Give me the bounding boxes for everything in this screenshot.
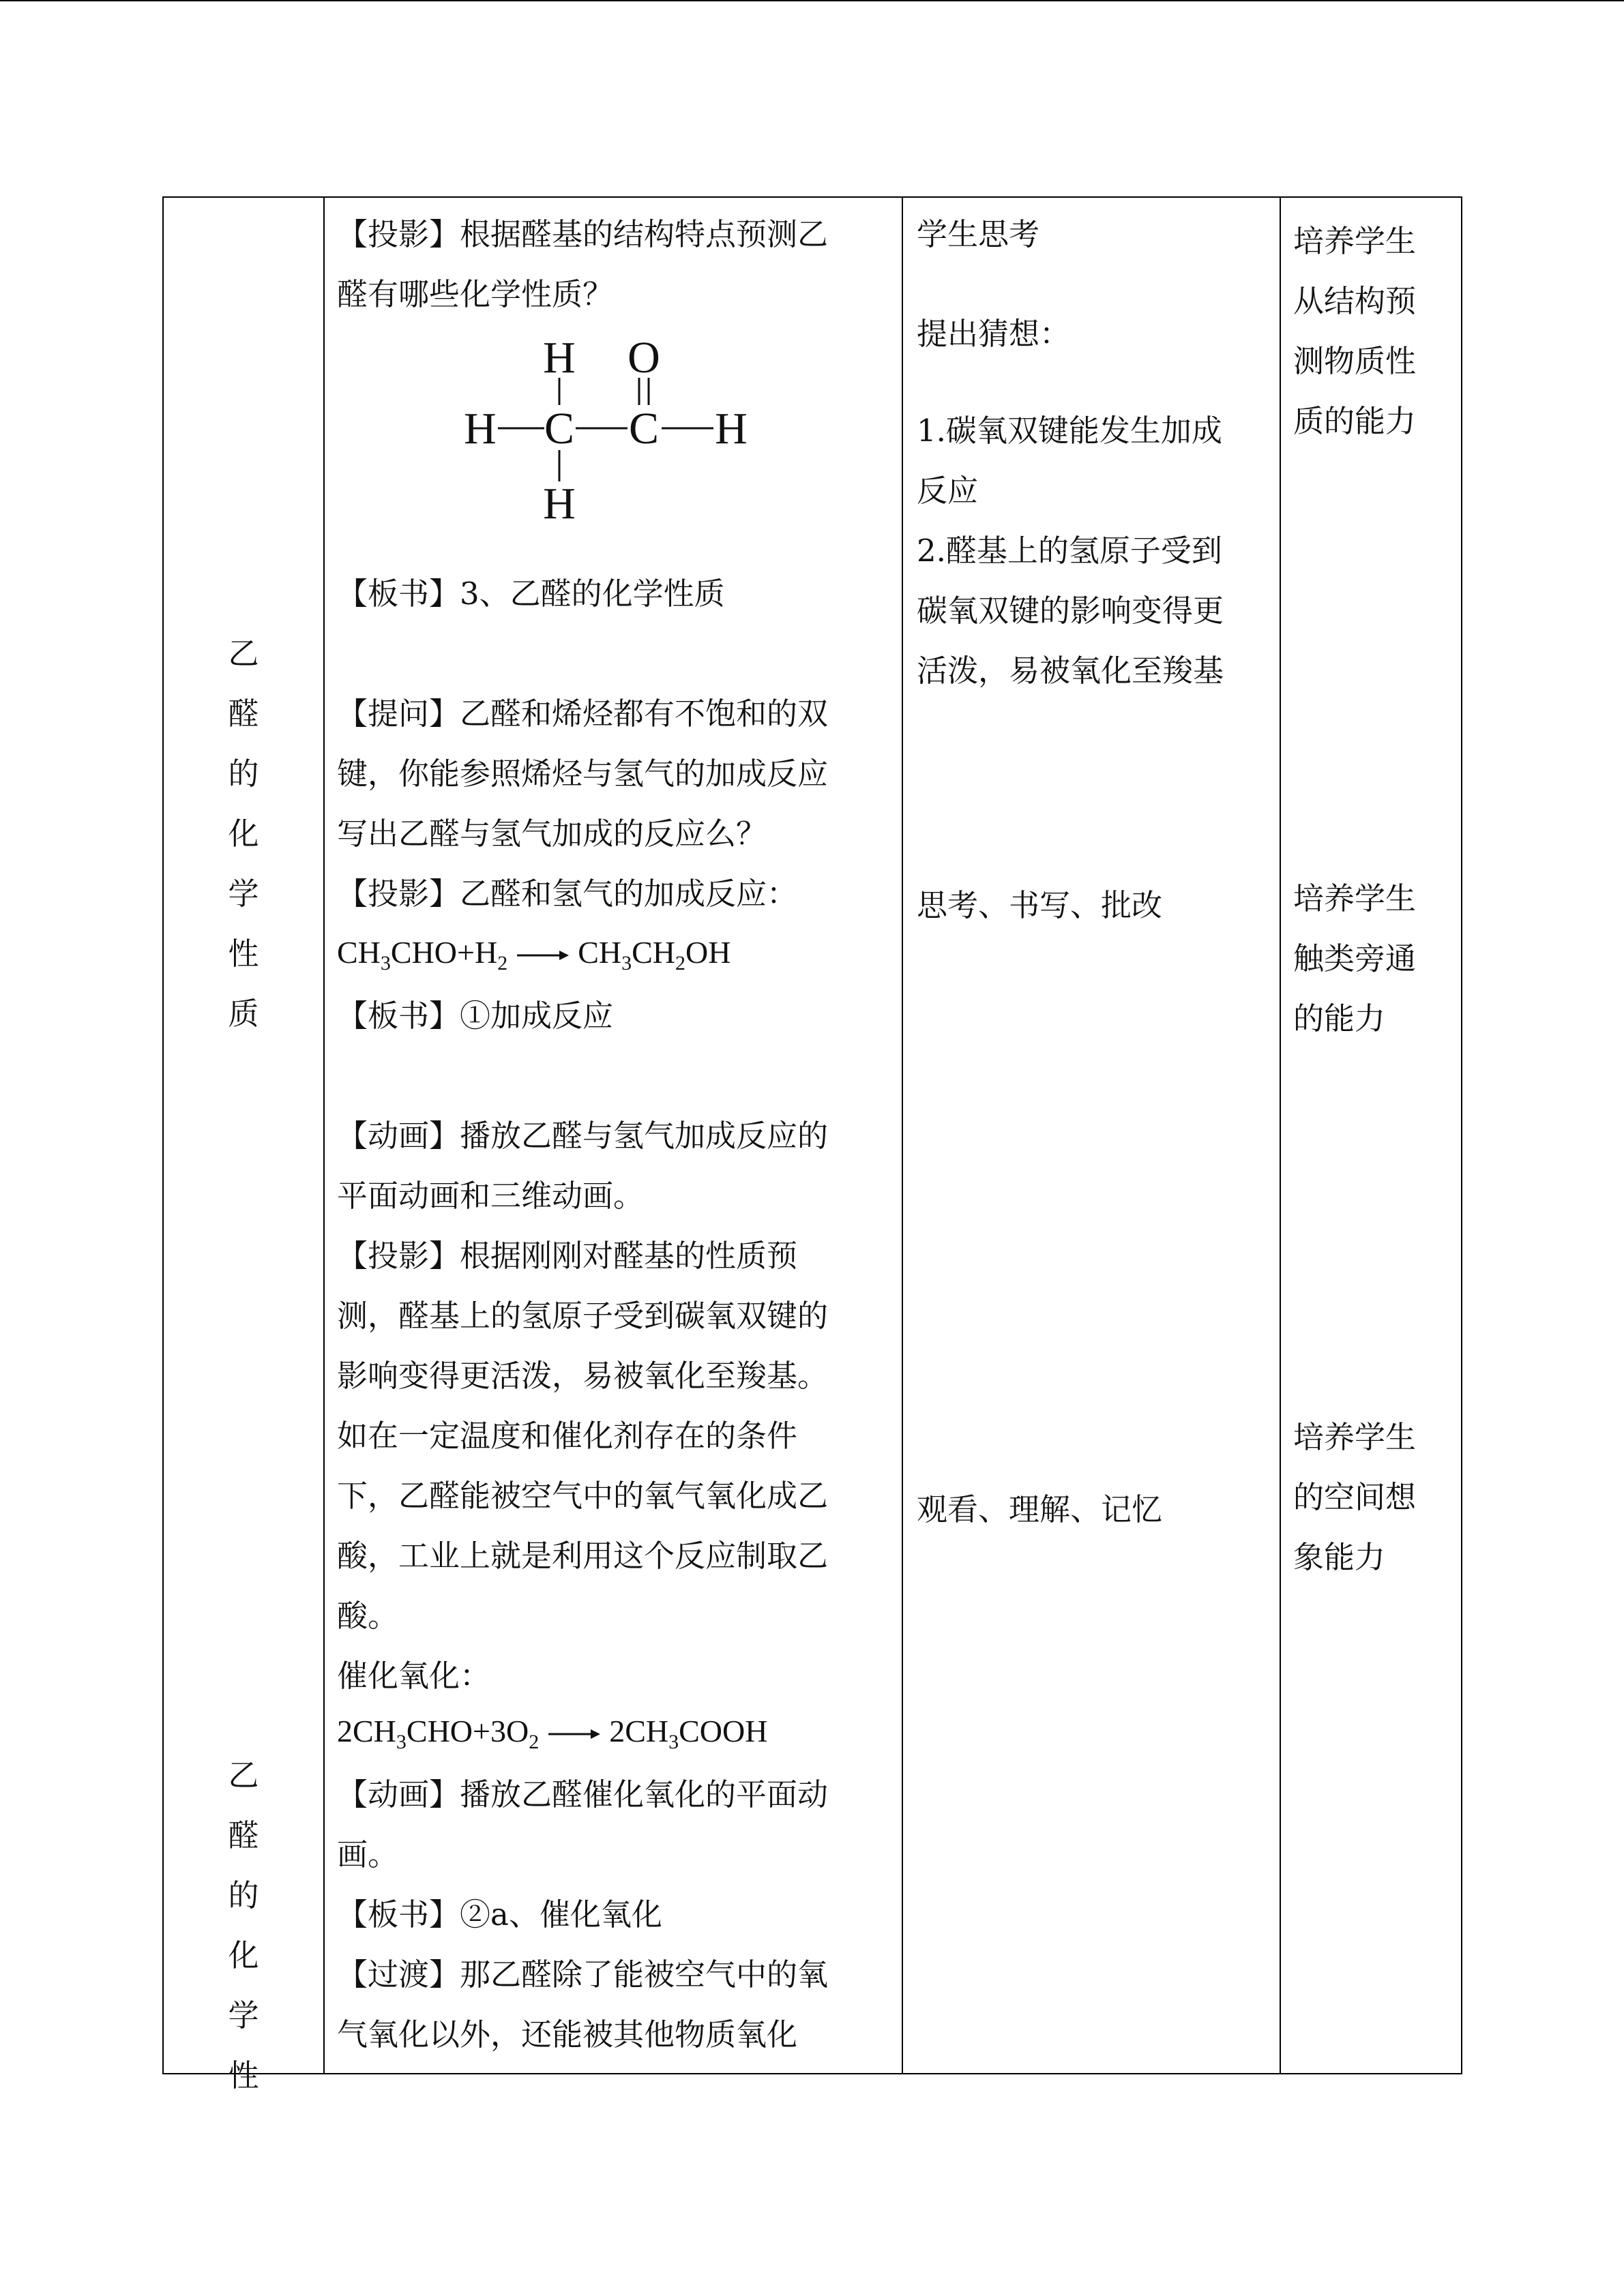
atom-h-bottom: H (543, 479, 576, 528)
atom-c-1: C (544, 404, 575, 453)
atom-h-top: H (543, 333, 576, 383)
page-top-border (0, 0, 1624, 1)
topic-char: 化 (228, 816, 259, 852)
topic-char: 醛 (228, 1817, 259, 1853)
atom-h-right: H (715, 404, 748, 453)
topic-char: 学 (228, 1997, 259, 2033)
column-divider-3 (1280, 198, 1281, 2073)
reaction-arrow-icon (547, 1727, 602, 1741)
topic-char: 化 (228, 1937, 259, 1973)
atom-h-left: H (464, 404, 497, 453)
topic-char: 质 (228, 996, 259, 1032)
goal-analogy: 培养学生 触类旁通 的能力 (1293, 880, 1417, 1037)
lesson-plan-table (162, 196, 1462, 2093)
acetaldehyde-structure-formula (464, 327, 764, 532)
topic-char: 性 (228, 2057, 259, 2093)
student-watch: 观看、理解、记忆 (917, 1491, 1163, 1527)
topic-char: 的 (228, 1877, 259, 1913)
column-divider-2 (902, 198, 903, 2073)
goal-structure-prediction: 培养学生 从结构预 测物质性 质的能力 (1293, 223, 1417, 439)
catalytic-oxidation-equation: $2CH_3CHO+3O_2$ $2CH_3COOH$ (337, 1714, 768, 1754)
student-hypothesis: 提出猜想： (917, 316, 1071, 352)
reaction-arrow-icon (516, 949, 570, 962)
student-guesses: 1.碳氧双键能发生加成 反应 2.醛基上的氢原子受到 碳氧双键的影响变得更 活泼，易被氧化至羧基 (917, 413, 1224, 689)
topic-char: 醛 (228, 696, 259, 732)
topic-char: 的 (228, 756, 259, 792)
question-and-projection: 【提问】乙醛和烯烃都有不饱和的双 键，你能参照烯烃与氢气的加成反应 写出乙醛与氢气加成的反应么？ 【投影】乙醛和氢气的加成反应： (337, 696, 829, 912)
atom-c-2: C (628, 404, 660, 453)
topic-char: 性 (228, 936, 259, 972)
topic-char: 学 (228, 876, 259, 912)
student-think: 学生思考 (917, 216, 1040, 252)
board-addition: 【板书】①加成反应 (337, 998, 614, 1034)
topic-char: 乙 (228, 1757, 259, 1793)
animation-board-transition: 【动画】播放乙醛催化氧化的平面动 画。 【板书】②a、催化氧化 【过渡】那乙醛除了能被空气中的氧 气氧化以外，还能被其他物质氧化 (337, 1776, 829, 2053)
board-title: 【板书】3、乙醛的化学性质 (337, 576, 725, 612)
atom-o-top: O (628, 333, 660, 383)
topic-char: 乙 (228, 636, 259, 672)
goal-spatial-imagination: 培养学生 的空间想 象能力 (1293, 1419, 1417, 1575)
column-divider-1 (323, 198, 325, 2073)
animation-and-projection: 【动画】播放乙醛与氢气加成反应的 平面动画和三维动画。 【投影】根据刚刚对醛基的性质预 测，醛基上的氢原子受到碳氧双键的 影响变得更活泼，易被氧化至羧基。 如在一定温度和催化剂存在的条件 下，乙醛能被空气中的氧气氧化成乙 酸，工业上就是利用这个反应制取乙 酸。 催化氧化： (337, 1118, 829, 1694)
projection-question: 【投影】根据醛基的结构特点预测乙 醛有哪些化学性质？ (337, 216, 829, 312)
addition-reaction-equation: $CH_3CHO+H_2$ $CH_3CH_2OH$ (337, 935, 731, 975)
student-write: 思考、书写、批改 (917, 887, 1163, 923)
